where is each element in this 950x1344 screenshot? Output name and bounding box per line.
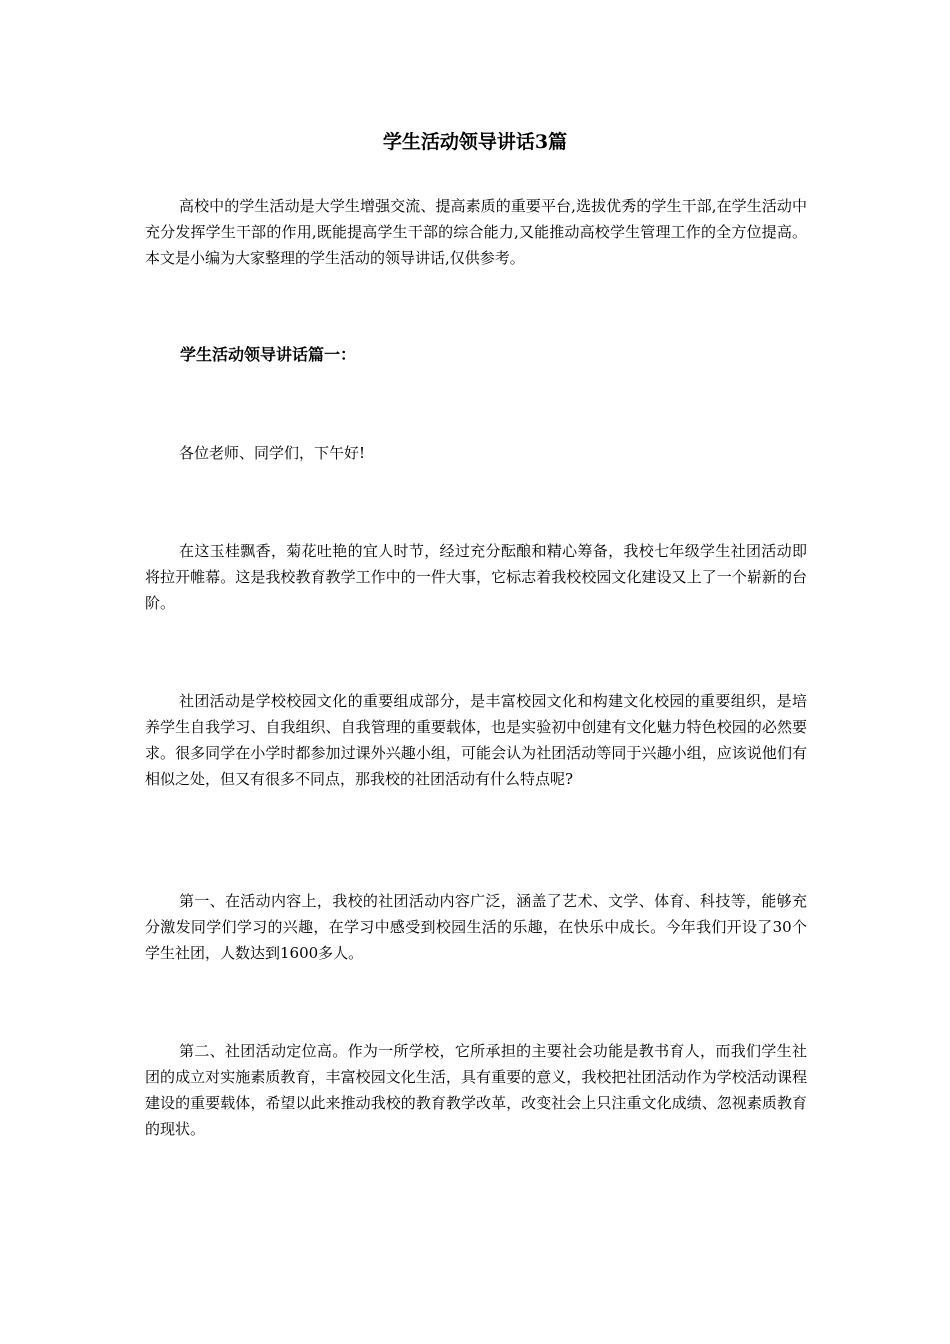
body-paragraph-2: 社团活动是学校校园文化的重要组成部分，是丰富校园文化和构建文化校园的重要组织，是培养学生自我学习、自我组织、自我管理的重要载体，也是实验初中创建有文化魅力特色校园的必然要求。很多同学在小学时都参加过课外兴趣小组，可能会认为社团活动等同于兴趣小组，应该说他们有相似之处，但又有很多不同点，那我校的社团活动有什么特点呢? xyxy=(145,692,807,788)
greeting-paragraph: 各位老师、同学们，下午好! xyxy=(179,444,366,462)
body-paragraph-3: 第一、在活动内容上，我校的社团活动内容广泛，涵盖了艺术、文学、体育、科技等，能够充分激发同学们学习的兴趣，在学习中感受到校园生活的乐趣，在快乐中成长。今年我们开设了30个学生社团，人数达到1600多人。 xyxy=(145,892,807,962)
body-paragraph-1: 在这玉桂飘香，菊花吐艳的宜人时节，经过充分酝酿和精心筹备，我校七年级学生社团活动即将拉开帷幕。这是我校教育教学工作中的一件大事，它标志着我校校园文化建设又上了一个崭新的台阶。 xyxy=(145,542,807,612)
body-paragraph-4: 第二、社团活动定位高。作为一所学校，它所承担的主要社会功能是教书育人，而我们学生社团的成立对实施素质教育，丰富校园文化生活，具有重要的意义，我校把社团活动作为学校活动课程建设的重要载体，希望以此来推动我校的教育教学改革，改变社会上只注重文化成绩、忽视素质教育的现状。 xyxy=(145,1042,807,1138)
section-heading: 学生活动领导讲话篇一： xyxy=(180,345,357,364)
document-title: 学生活动领导讲话3篇 xyxy=(382,131,568,153)
intro-paragraph: 高校中的学生活动是大学生增强交流、提高素质的重要平台,选拔优秀的学生干部,在学生活动中充分发挥学生干部的作用,既能提高学生干部的综合能力,又能推动高校学生管理工作的全方位提高。本文是小编为大家整理的学生活动的领导讲话,仅供参考。 xyxy=(145,197,807,267)
